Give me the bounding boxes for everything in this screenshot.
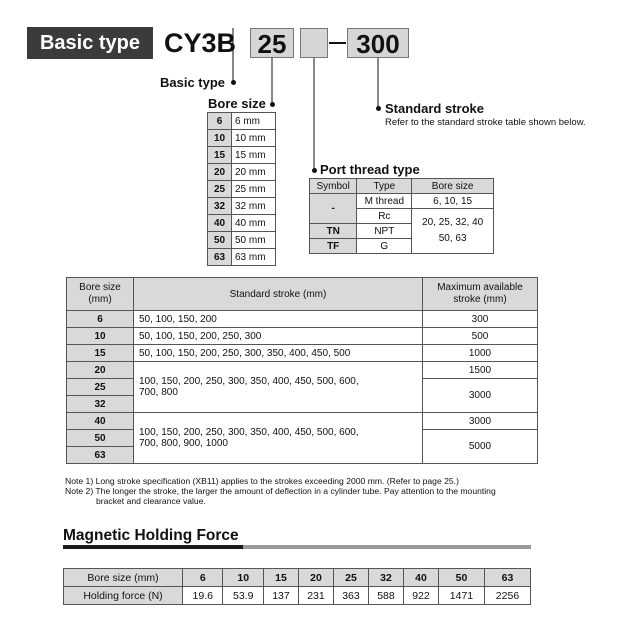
note-1: Note 1) Long stroke specification (XB11) applies to the strokes exceeding 2000 mm. (Refer to page 25.) bbox=[65, 476, 459, 486]
title-underline-dark bbox=[63, 545, 243, 549]
mag-bore-cell: 10 bbox=[223, 569, 263, 587]
bore-row bbox=[208, 130, 276, 147]
port-type: M thread bbox=[357, 194, 412, 209]
bore-row bbox=[208, 147, 276, 164]
port-bore: 20, 25, 32, 40 50, 63 bbox=[412, 209, 494, 254]
stroke-header-max: Maximum available stroke (mm) bbox=[423, 278, 538, 311]
bore-row bbox=[208, 164, 276, 181]
standard-stroke-dot bbox=[376, 106, 381, 111]
port-bore: 6, 10, 15 bbox=[412, 194, 494, 209]
note-2: Note 2) The longer the stroke, the larger the amount of deflection in a cylinder tube. Pay attention to the mounting bbox=[65, 486, 496, 496]
bore-size-cell: 20 mm bbox=[232, 164, 276, 181]
stroke-max-cell: 1500 bbox=[423, 362, 538, 379]
stroke-max-cell: 1000 bbox=[423, 345, 538, 362]
stroke-code-box: 300 bbox=[347, 28, 409, 58]
bore-size-cell: 15 mm bbox=[232, 147, 276, 164]
bore-size-dot bbox=[270, 102, 275, 107]
stroke-bore-cell: 20 bbox=[67, 362, 134, 379]
stroke-bore-cell: 50 bbox=[67, 430, 134, 447]
bore-size-label: Bore size bbox=[208, 96, 266, 111]
port-symbol: TF bbox=[310, 239, 357, 254]
bore-size-cell: 32 mm bbox=[232, 198, 276, 215]
stroke-values-cell: 50, 100, 150, 200, 250, 300, 350, 400, 450, 500 bbox=[134, 345, 423, 362]
port-symbol: TN bbox=[310, 224, 357, 239]
magnetic-section-title: Magnetic Holding Force bbox=[63, 527, 239, 544]
stroke-header-bore: Bore size (mm) bbox=[67, 278, 134, 311]
port-thread-table bbox=[309, 178, 494, 254]
stroke-values-cell: 100, 150, 200, 250, 300, 350, 400, 450, 500, 600, 700, 800, 900, 1000 bbox=[134, 413, 423, 464]
stroke-bore-cell: 25 bbox=[67, 379, 134, 396]
stroke-max-cell: 500 bbox=[423, 328, 538, 345]
bore-code-cell: 25 bbox=[208, 181, 232, 198]
mag-bore-cell: 50 bbox=[438, 569, 484, 587]
stroke-bore-cell: 15 bbox=[67, 345, 134, 362]
bore-code-box: 25 bbox=[250, 28, 294, 58]
magnetic-force-table bbox=[63, 568, 531, 605]
port-type: Rc bbox=[357, 209, 412, 224]
bore-size-cell: 6 mm bbox=[232, 113, 276, 130]
stroke-max-cell: 5000 bbox=[423, 430, 538, 464]
bore-code-cell: 50 bbox=[208, 232, 232, 249]
mag-bore-cell: 32 bbox=[368, 569, 403, 587]
stroke-values-cell: 50, 100, 150, 200 bbox=[134, 311, 423, 328]
stroke-values-cell: 100, 150, 200, 250, 300, 350, 400, 450, 500, 600, 700, 800 bbox=[134, 362, 423, 413]
stroke-bore-cell: 32 bbox=[67, 396, 134, 413]
mag-force-cell: 363 bbox=[333, 587, 368, 605]
stroke-values-cell: 50, 100, 150, 200, 250, 300 bbox=[134, 328, 423, 345]
mag-row-label-force: Holding force (N) bbox=[64, 587, 183, 605]
port-symbol: - bbox=[310, 194, 357, 224]
stroke-bore-cell: 10 bbox=[67, 328, 134, 345]
bore-row bbox=[208, 198, 276, 215]
bore-row bbox=[208, 249, 276, 266]
mag-bore-cell: 40 bbox=[403, 569, 438, 587]
mag-bore-cell: 63 bbox=[484, 569, 530, 587]
stroke-bore-cell: 6 bbox=[67, 311, 134, 328]
bore-row bbox=[208, 113, 276, 130]
stroke-max-cell: 3000 bbox=[423, 413, 538, 430]
port-thread-dot bbox=[312, 168, 317, 173]
port-header-bore: Bore size bbox=[412, 179, 494, 194]
basic-type-dot bbox=[231, 80, 236, 85]
bore-code-cell: 32 bbox=[208, 198, 232, 215]
bore-code-cell: 6 bbox=[208, 113, 232, 130]
bore-size-table bbox=[207, 112, 276, 266]
mag-bore-cell: 15 bbox=[263, 569, 298, 587]
stroke-bore-cell: 40 bbox=[67, 413, 134, 430]
stroke-header-standard: Standard stroke (mm) bbox=[134, 278, 423, 311]
port-thread-label: Port thread type bbox=[320, 162, 420, 177]
standard-stroke-note: Refer to the standard stroke table shown below. bbox=[385, 117, 586, 128]
bore-size-cell: 50 mm bbox=[232, 232, 276, 249]
basic-type-badge: Basic type bbox=[27, 27, 153, 59]
bore-row bbox=[208, 181, 276, 198]
mag-force-cell: 588 bbox=[368, 587, 403, 605]
bore-code-cell: 15 bbox=[208, 147, 232, 164]
mag-row-label-bore: Bore size (mm) bbox=[64, 569, 183, 587]
bore-code-cell: 20 bbox=[208, 164, 232, 181]
note-2-continued: bracket and clearance value. bbox=[96, 496, 206, 506]
bore-code-cell: 10 bbox=[208, 130, 232, 147]
title-underline-light bbox=[243, 545, 531, 549]
standard-stroke-label: Standard stroke bbox=[385, 101, 484, 116]
callout-leader-lines bbox=[0, 0, 640, 300]
bore-row bbox=[208, 232, 276, 249]
bore-size-cell: 40 mm bbox=[232, 215, 276, 232]
mag-force-cell: 231 bbox=[298, 587, 333, 605]
model-code: CY3B bbox=[164, 28, 237, 58]
mag-force-cell: 19.6 bbox=[183, 587, 223, 605]
stroke-bore-cell: 63 bbox=[67, 447, 134, 464]
basic-type-label: Basic type bbox=[160, 75, 226, 90]
mag-bore-cell: 20 bbox=[298, 569, 333, 587]
bore-code-cell: 63 bbox=[208, 249, 232, 266]
notes bbox=[65, 476, 496, 506]
mag-force-cell: 2256 bbox=[484, 587, 530, 605]
mag-bore-cell: 6 bbox=[183, 569, 223, 587]
mag-force-cell: 1471 bbox=[438, 587, 484, 605]
port-header-type: Type bbox=[357, 179, 412, 194]
bore-size-cell: 10 mm bbox=[232, 130, 276, 147]
stroke-max-cell: 3000 bbox=[423, 379, 538, 413]
bore-code-cell: 40 bbox=[208, 215, 232, 232]
mag-force-cell: 137 bbox=[263, 587, 298, 605]
stroke-table bbox=[66, 277, 538, 464]
bore-size-cell: 63 mm bbox=[232, 249, 276, 266]
bore-row bbox=[208, 215, 276, 232]
mag-force-cell: 922 bbox=[403, 587, 438, 605]
port-header-symbol: Symbol bbox=[310, 179, 357, 194]
stroke-max-cell: 300 bbox=[423, 311, 538, 328]
port-type: G bbox=[357, 239, 412, 254]
mag-bore-cell: 25 bbox=[333, 569, 368, 587]
mag-force-cell: 53.9 bbox=[223, 587, 263, 605]
bore-size-cell: 25 mm bbox=[232, 181, 276, 198]
port-type: NPT bbox=[357, 224, 412, 239]
